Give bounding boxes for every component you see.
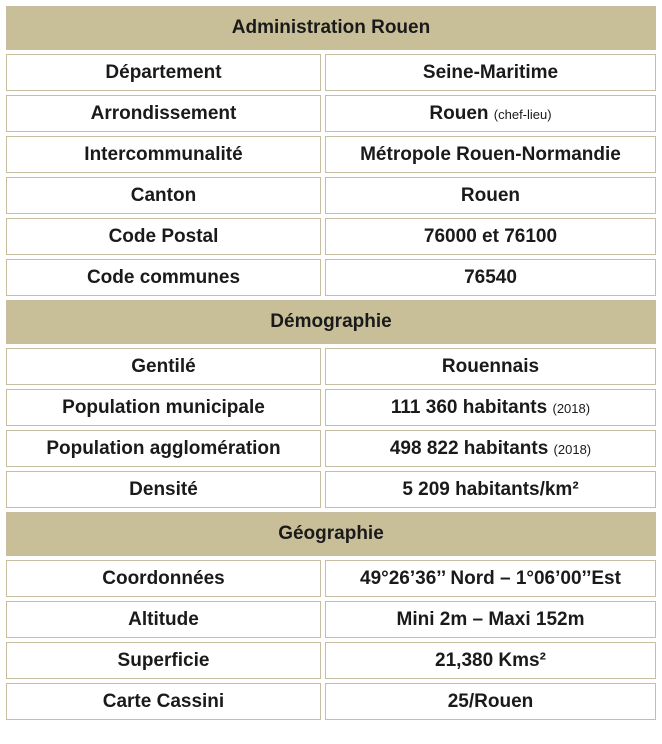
row-label: Arrondissement xyxy=(6,95,321,132)
row-value xyxy=(325,683,656,720)
row-value xyxy=(325,177,656,214)
value-note: (2018) xyxy=(553,441,592,457)
value-note: (2018) xyxy=(552,400,591,416)
row-label: Gentilé xyxy=(6,348,321,385)
value-text: 21,380 Kms² xyxy=(435,649,546,671)
value-note: (chef-lieu) xyxy=(493,106,552,122)
value-text: 111 360 habitants xyxy=(390,396,548,418)
table-row xyxy=(6,683,656,720)
table-row xyxy=(6,601,656,638)
table-row xyxy=(6,177,656,214)
value-text: 76540 xyxy=(464,266,517,288)
table-row xyxy=(6,348,656,385)
section-header-demographie xyxy=(6,300,656,344)
value-text: Rouen xyxy=(429,102,489,124)
value-text: Rouennais xyxy=(441,355,540,377)
row-label: Population agglomération xyxy=(6,430,321,467)
row-value xyxy=(325,348,656,385)
row-label: Coordonnées xyxy=(6,560,321,597)
row-value xyxy=(325,218,656,255)
row-label: Code communes xyxy=(6,259,321,296)
table-row xyxy=(6,642,656,679)
row-value xyxy=(325,389,656,426)
table-row xyxy=(6,218,656,255)
row-label: Département xyxy=(6,54,321,91)
value-text: 498 822 habitants xyxy=(389,437,549,459)
section-title: Géographie xyxy=(6,512,656,556)
row-label: Code Postal xyxy=(6,218,321,255)
section-header-geographie xyxy=(6,512,656,556)
row-label: Canton xyxy=(6,177,321,214)
table-row xyxy=(6,259,656,296)
table-row xyxy=(6,471,656,508)
row-value xyxy=(325,259,656,296)
row-value xyxy=(325,430,656,467)
row-label: Population municipale xyxy=(6,389,321,426)
row-value xyxy=(325,560,656,597)
row-value xyxy=(325,601,656,638)
row-label: Altitude xyxy=(6,601,321,638)
table-row xyxy=(6,54,656,91)
row-label: Carte Cassini xyxy=(6,683,321,720)
value-text: Mini 2m – Maxi 152m xyxy=(396,608,585,630)
row-label: Intercommunalité xyxy=(6,136,321,173)
row-value xyxy=(325,642,656,679)
row-label: Densité xyxy=(6,471,321,508)
value-text: Seine-Maritime xyxy=(422,61,559,83)
value-text: 25/Rouen xyxy=(447,690,534,712)
table-row xyxy=(6,136,656,173)
section-title: Administration Rouen xyxy=(6,6,656,50)
row-value xyxy=(325,95,656,132)
table-row xyxy=(6,95,656,132)
section-header-administration xyxy=(6,6,656,50)
value-text: 76000 et 76100 xyxy=(423,225,558,247)
row-value xyxy=(325,54,656,91)
info-table xyxy=(2,2,660,724)
table-row xyxy=(6,430,656,467)
row-label: Superficie xyxy=(6,642,321,679)
table-row xyxy=(6,560,656,597)
value-text: 49°26’36’’ Nord – 1°06’00’’Est xyxy=(360,567,621,589)
row-value xyxy=(325,136,656,173)
table-row xyxy=(6,389,656,426)
value-text: Rouen xyxy=(460,184,521,206)
value-text: 5 209 habitants/km² xyxy=(402,478,579,500)
section-title: Démographie xyxy=(6,300,656,344)
value-text: Métropole Rouen-Normandie xyxy=(360,143,621,165)
row-value xyxy=(325,471,656,508)
